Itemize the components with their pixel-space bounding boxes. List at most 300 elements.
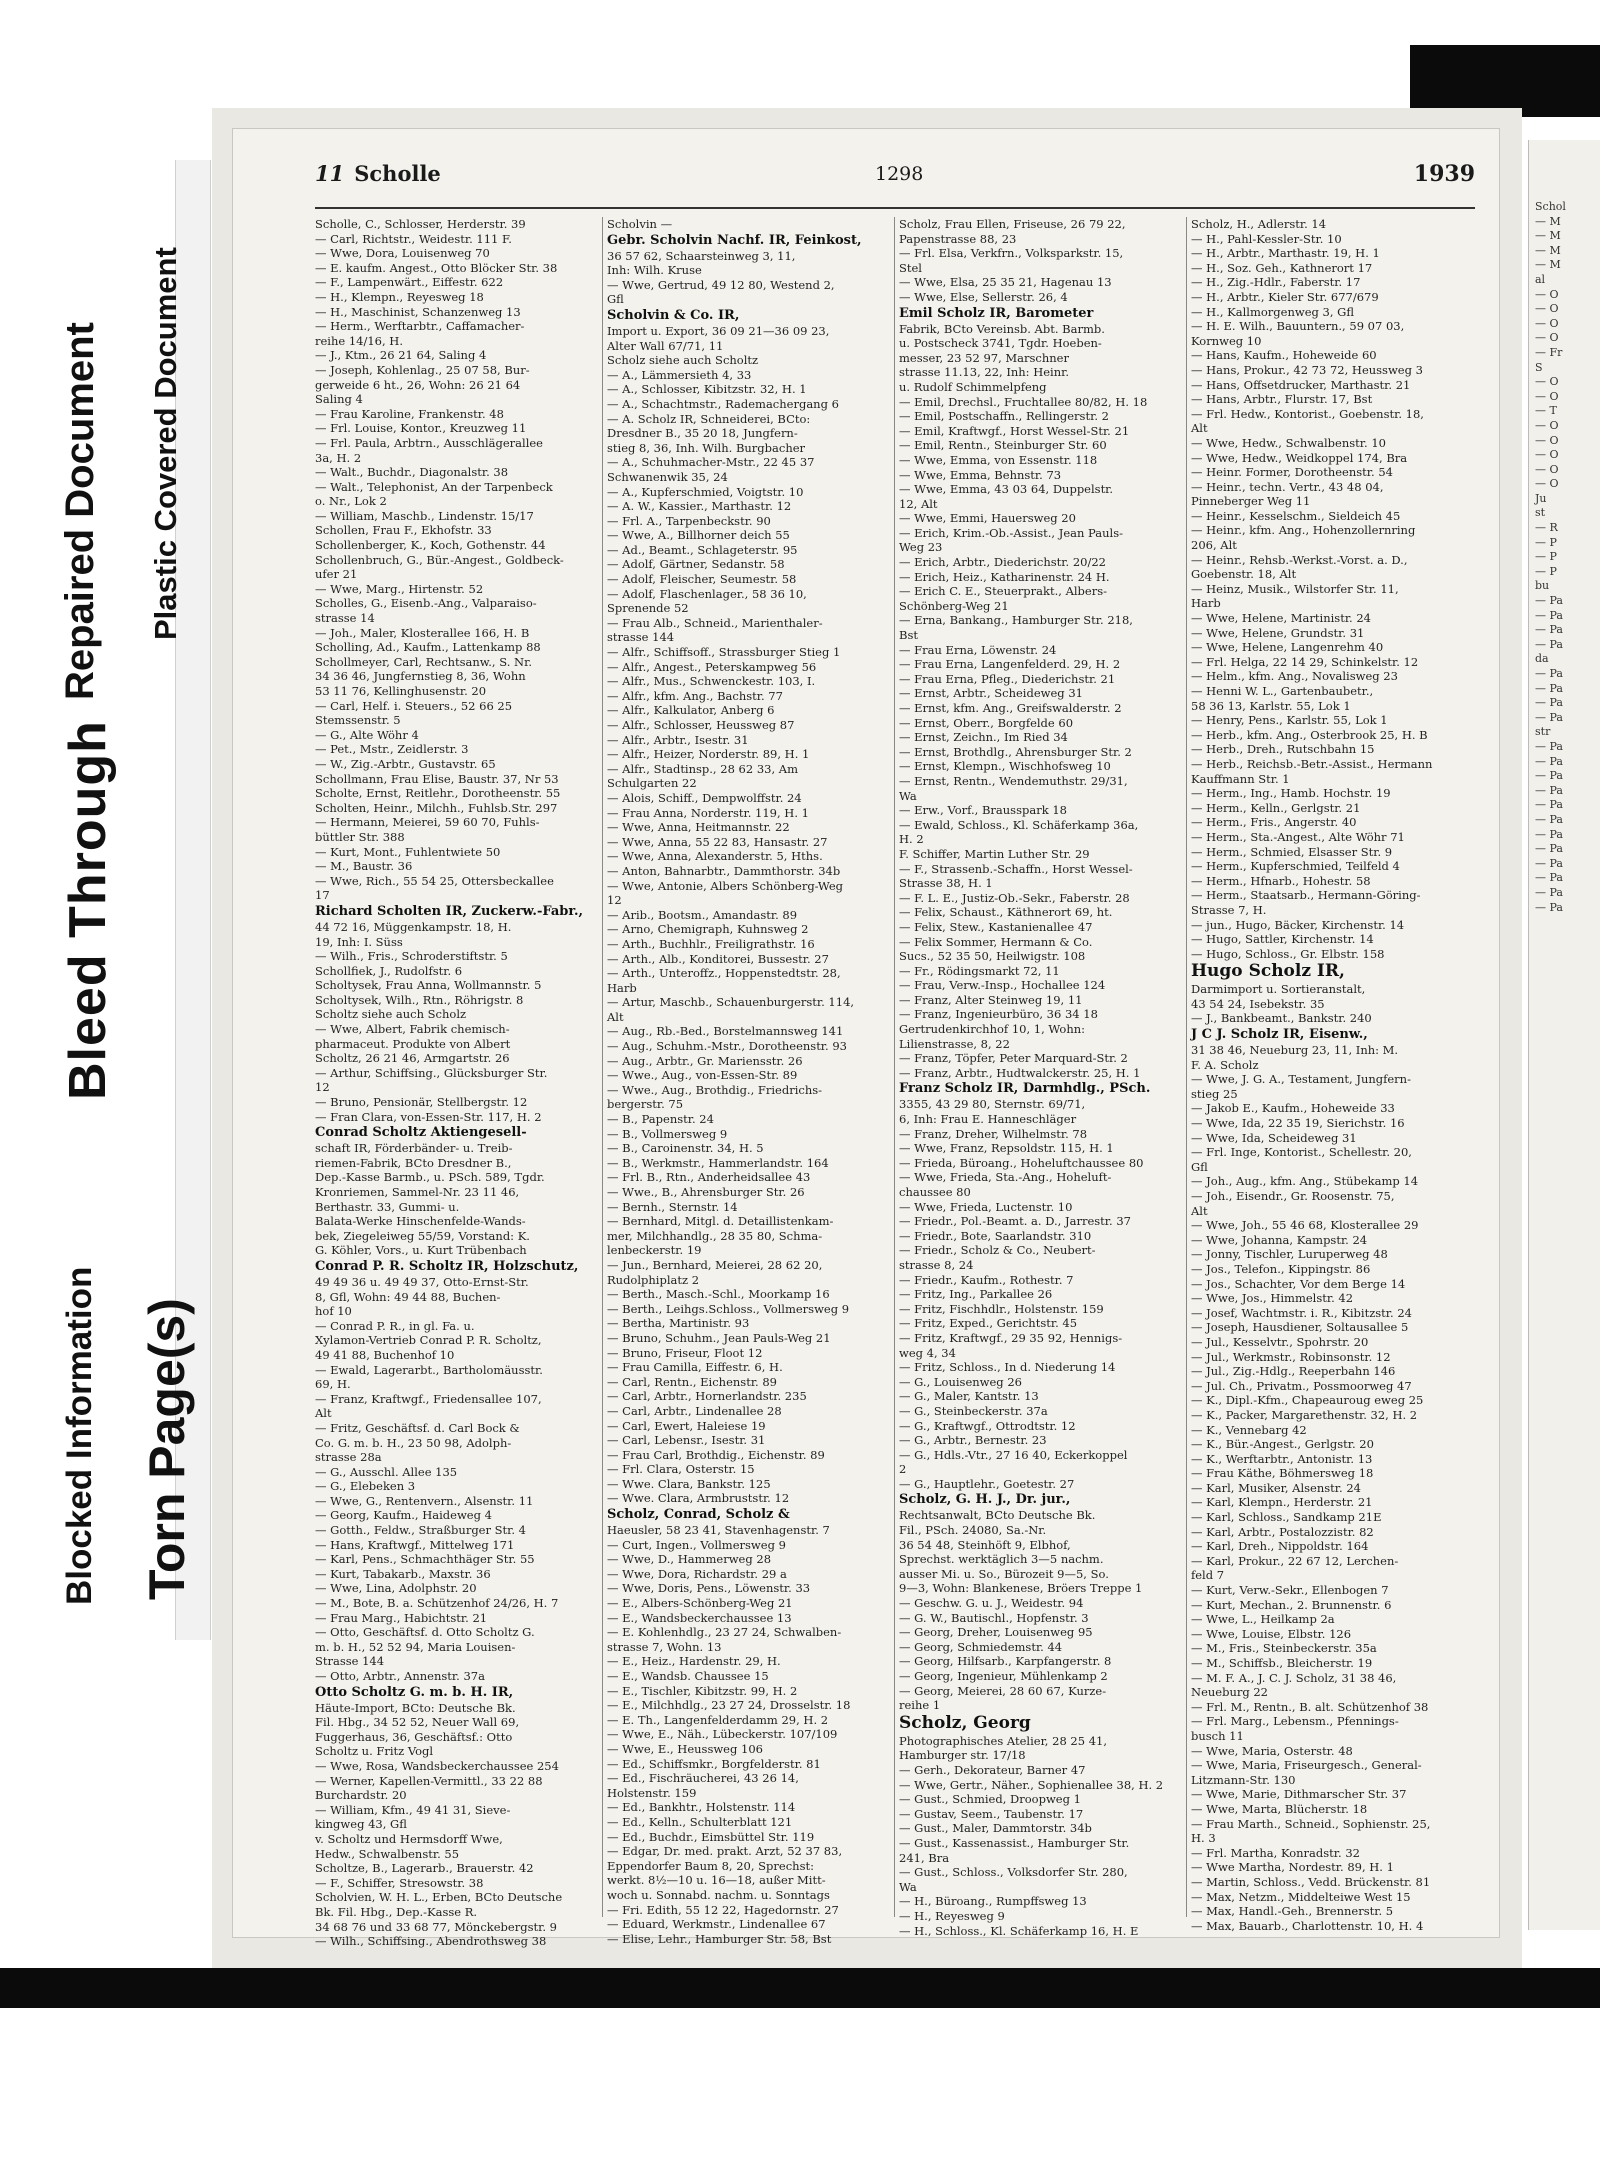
directory-entry: — Wwe, Dora, Louisenweg 70 <box>315 246 490 261</box>
directory-entry: — H., Soz. Geh., Kathnerort 17 <box>1191 260 1373 275</box>
directory-entry: Scholtysek, Frau Anna, Wollmannstr. 5 <box>315 978 542 993</box>
directory-entry: — Bertha, Martinistr. 93 <box>607 1316 750 1331</box>
directory-entry: — Carl, Richtstr., Weidestr. 111 F. <box>315 231 512 246</box>
directory-entry: Sprechst. werktäglich 3—5 nachm. <box>899 1552 1104 1567</box>
directory-entry: — Fritz, Schloss., In d. Niederung 14 <box>899 1360 1116 1375</box>
directory-entry: — Wwe, Rich., 55 54 25, Ottersbeckallee <box>315 873 554 888</box>
directory-entry: o. Nr., Lok 2 <box>315 494 387 509</box>
adjacent-page-line: — Fr <box>1535 345 1563 359</box>
directory-entry: — F., Schiffer, Stresowstr. 38 <box>315 1875 484 1890</box>
directory-entry: — H., Pahl-Kessler-Str. 10 <box>1191 231 1342 246</box>
directory-entry: — Curt, Ingen., Vollmersweg 9 <box>607 1537 786 1552</box>
directory-entry: J C J. Scholz IR, Eisenw., <box>1191 1027 1368 1043</box>
directory-entry: G. Köhler, Vors., u. Kurt Trübenbach <box>315 1243 527 1258</box>
directory-entry: — Geschw. G. u. J., Weidestr. 94 <box>899 1596 1084 1611</box>
directory-entry: Alt <box>607 1009 624 1024</box>
directory-entry: 31 38 46, Neueburg 23, 11, Inh: M. <box>1191 1043 1399 1058</box>
directory-entry: — Erich C. E., Steuerprakt., Albers- <box>899 584 1108 599</box>
directory-entry: — Frl. A., Tarpenbeckstr. 90 <box>607 513 771 528</box>
directory-entry: — Kurt, Verw.-Sekr., Ellenbogen 7 <box>1191 1583 1389 1598</box>
directory-entry: 241, Bra <box>899 1850 950 1865</box>
adjacent-page-line: str <box>1535 725 1551 739</box>
directory-entry: Fil. Hbg., 34 52 52, Neuer Wall 69, <box>315 1715 520 1730</box>
adjacent-page-line: — M <box>1535 258 1561 272</box>
directory-entry: — Georg, Meierei, 28 60 67, Kurze- <box>899 1683 1107 1698</box>
scanner-bed-top <box>1410 45 1600 117</box>
directory-entry: — Jakob E., Kaufm., Hoheweide 33 <box>1191 1101 1395 1116</box>
directory-entry: Inh: Wilh. Kruse <box>607 263 702 278</box>
adjacent-page-line: bu <box>1535 579 1550 593</box>
directory-entry: — A., Schlosser, Kibitzstr. 32, H. 1 <box>607 382 807 397</box>
directory-entry: Scholz, G. H. J., Dr. jur., <box>899 1492 1071 1508</box>
adjacent-page-line: — O <box>1535 316 1559 330</box>
directory-entry: — Ewald, Lagerarbt., Bartholomäusstr. <box>315 1362 543 1377</box>
directory-entry: 206, Alt <box>1191 538 1237 553</box>
adjacent-page-line: Ju <box>1535 491 1547 505</box>
directory-entry: — A., Lämmersieth 4, 33 <box>607 367 752 382</box>
directory-entry: ufer 21 <box>315 567 358 582</box>
directory-entry: — Gust., Schmied, Droopweg 1 <box>899 1792 1081 1807</box>
adjacent-page-line: — R <box>1535 521 1558 535</box>
directory-entry: — Hans, Prokur., 42 73 72, Heussweg 3 <box>1191 362 1423 377</box>
directory-entry: — H., Arbtr., Kieler Str. 677/679 <box>1191 289 1379 304</box>
adjacent-page-line: — Pa <box>1535 710 1563 724</box>
directory-entry: 69, H. <box>315 1377 351 1392</box>
directory-entry: Berthastr. 33, Gummi- u. <box>315 1199 460 1214</box>
directory-entry: — H., Klempn., Reyesweg 18 <box>315 289 484 304</box>
directory-entry: — Frl. Hedw., Kontorist., Goebenstr. 18, <box>1191 406 1424 421</box>
directory-entry: Stel <box>899 260 922 275</box>
directory-entry: Eppendorfer Baum 8, 20, Sprechst: <box>607 1858 814 1873</box>
directory-entry: — Helm., kfm. Ang., Novalisweg 23 <box>1191 669 1398 684</box>
directory-entry: — Gerh., Dekorateur, Barner 47 <box>899 1762 1086 1777</box>
directory-entry: — Karl, Pens., Schmachthäger Str. 55 <box>315 1552 535 1567</box>
directory-entry: — Herm., Ing., Hamb. Hochstr. 19 <box>1191 786 1391 801</box>
directory-entry: 12 <box>315 1080 330 1095</box>
directory-entry: — G., Maler, Kantstr. 13 <box>899 1389 1039 1404</box>
directory-entry: — Frl. Martha, Konradstr. 32 <box>1191 1845 1360 1860</box>
directory-entry: — Kurt, Mechan., 2. Brunnenstr. 6 <box>1191 1597 1392 1612</box>
directory-entry: — G., Hauptlehr., Goetestr. 27 <box>899 1476 1075 1491</box>
directory-entry: — Wwe, Anna, 55 22 83, Hansastr. 27 <box>607 834 828 849</box>
directory-entry: Scholtze, B., Lagerarb., Brauerstr. 42 <box>315 1861 534 1876</box>
directory-entry: 8, Gfl, Wohn: 49 44 88, Buchen- <box>315 1289 501 1304</box>
directory-entry: 6, Inh: Frau E. Hanneschläger <box>899 1112 1077 1127</box>
adjacent-page-line: st <box>1535 506 1546 520</box>
directory-entry: Alt <box>315 1406 332 1421</box>
label-repaired-document: Repaired Document <box>58 322 102 700</box>
directory-entry: — Felix, Schaust., Käthnerort 69, ht. <box>899 905 1113 920</box>
directory-entry: — Wwe., Aug., von-Essen-Str. 89 <box>607 1068 798 1083</box>
directory-entry: — Frau Marth., Schneid., Sophienstr. 25, <box>1191 1816 1431 1831</box>
directory-entry: — Wwe, Anna, Alexanderstr. 5, Hths. <box>607 849 823 864</box>
directory-entry: Alt <box>1191 1203 1208 1218</box>
directory-entry: — Alfr., Kalkulator, Anberg 6 <box>607 703 775 718</box>
directory-entry: — Joh., Aug., kfm. Ang., Stübekamp 14 <box>1191 1174 1419 1189</box>
directory-entry: Scholles, G., Eisenb.-Ang., Valparaiso- <box>315 596 537 611</box>
directory-entry: ausser Mi. u. So., Bürozeit 9—5, So. <box>899 1566 1109 1581</box>
directory-entry: Schollen, Frau F., Ekhofstr. 33 <box>315 523 492 538</box>
directory-entry: — Frl. Helga, 22 14 29, Schinkelstr. 12 <box>1191 654 1419 669</box>
directory-entry: — K., Bür.-Angest., Gerlgstr. 20 <box>1191 1437 1374 1452</box>
directory-entry: — Carl, Arbtr., Hornerlandstr. 235 <box>607 1389 807 1404</box>
directory-entry: — Walt., Buchdr., Diagonalstr. 38 <box>315 465 509 480</box>
directory-entry: — Arno, Chemigraph, Kuhnsweg 2 <box>607 922 809 937</box>
directory-entry: Scholling, Ad., Kaufm., Lattenkamp 88 <box>315 640 541 655</box>
directory-entry: — Wwe, Hedw., Weidkoppel 174, Bra <box>1191 450 1408 465</box>
directory-entry: 19, Inh: I. Süss <box>315 934 403 949</box>
page-header <box>315 161 1475 201</box>
directory-entry: — Heinr., Kesselschm., Sieldeich 45 <box>1191 508 1401 523</box>
directory-entry: — Emil, Rentn., Steinburger Str. 60 <box>899 438 1107 453</box>
directory-entry: — Carl, Helf. i. Steuers., 52 66 25 <box>315 698 513 713</box>
directory-entry: Richard Scholten IR, Zuckerw.-Fabr., <box>315 903 584 919</box>
directory-entry: — E. kaufm. Angest., Otto Blöcker Str. 38 <box>315 260 558 275</box>
directory-entry: Sprenende 52 <box>607 601 689 616</box>
directory-entry: Burchardstr. 20 <box>315 1788 407 1803</box>
adjacent-page-line: — Pa <box>1535 856 1563 870</box>
directory-entry: — Wwe, Ida, Scheideweg 31 <box>1191 1130 1357 1145</box>
directory-entry: — Wwe, Joh., 55 46 68, Klosterallee 29 <box>1191 1218 1419 1233</box>
adjacent-page-line: da <box>1535 652 1549 666</box>
directory-entry: — Wwe. Clara, Bankstr. 125 <box>607 1476 771 1491</box>
directory-entry: — Ernst, Klempn., Wischhofsweg 10 <box>899 759 1111 774</box>
directory-entry: strasse 11.13, 22, Inh: Heinr. <box>899 365 1070 380</box>
adjacent-page-line: — Pa <box>1535 871 1563 885</box>
directory-entry: — Georg, Schmiedemstr. 44 <box>899 1639 1063 1654</box>
directory-entry: F. A. Scholz <box>1191 1057 1259 1072</box>
directory-entry: — Heinr., Rehsb.-Werkst.-Vorst. a. D., <box>1191 552 1408 567</box>
directory-entry: — Wilh., Schiffsing., Abendrothsweg 38 <box>315 1934 547 1949</box>
directory-entry: — Wwe, E., Näh., Lübeckerstr. 107/109 <box>607 1727 838 1742</box>
directory-entry: reihe 1 <box>899 1698 941 1713</box>
directory-entry: m. b. H., 52 52 94, Maria Louisen- <box>315 1639 516 1654</box>
directory-entry: Schwanenwik 35, 24 <box>607 469 728 484</box>
directory-entry: Scholvin & Co. IR, <box>607 307 740 323</box>
directory-entry: — Herm., Staatsarb., Hermann-Göring- <box>1191 888 1421 903</box>
directory-entry: — Wwe, Emma, Behnstr. 73 <box>899 467 1062 482</box>
directory-entry: lenbeckerstr. 19 <box>607 1243 702 1258</box>
directory-entry: Neueburg 22 <box>1191 1685 1268 1700</box>
directory-entry: pharmaceut. Produkte von Albert <box>315 1036 511 1051</box>
label-torn-pages: Torn Page(s) <box>139 1298 195 1600</box>
adjacent-page-line: — O <box>1535 462 1559 476</box>
directory-entry: — Hans, Arbtr., Flurstr. 17, Bst <box>1191 392 1373 407</box>
directory-entry: Kronriemen, Sammel-Nr. 23 11 46, <box>315 1185 520 1199</box>
directory-column-2 <box>607 217 889 1946</box>
directory-entry: — Joseph, Kohlenlag., 25 07 58, Bur- <box>315 362 530 377</box>
directory-entry: Bk. Fil. Hbg., Dep.-Kasse R. <box>315 1904 478 1919</box>
label-plastic-covered-document: Plastic Covered Document <box>148 247 183 640</box>
directory-entry: — Gustav, Seem., Taubenstr. 17 <box>899 1806 1084 1821</box>
directory-entry: — Wwe, Franz, Repsoldstr. 115, H. 1 <box>899 1141 1114 1156</box>
adjacent-page-line: — O <box>1535 433 1559 447</box>
directory-entry: — William, Kfm., 49 41 31, Sieve- <box>315 1802 511 1817</box>
directory-entry: — Georg, Ingenieur, Mühlenkamp 2 <box>899 1669 1108 1683</box>
directory-entry: — Arth., Unteroffz., Hoppenstedtstr. 28, <box>607 966 841 981</box>
directory-entry: — F., Strassenb.-Schaffn., Horst Wessel- <box>899 861 1133 876</box>
directory-entry: — Karl, Klempn., Herderstr. 21 <box>1191 1495 1373 1510</box>
directory-entry: — Hans, Kaufm., Hoheweide 60 <box>1191 348 1377 363</box>
directory-entry: Photographisches Atelier, 28 25 41, <box>899 1733 1107 1748</box>
directory-entry: — Frieda, Büroang., Hoheluftchaussee 80 <box>899 1155 1144 1170</box>
directory-entry: — jun., Hugo, Bäcker, Kirchenstr. 14 <box>1191 917 1405 932</box>
directory-entry: Haeusler, 58 23 41, Stavenhagenstr. 7 <box>607 1523 830 1538</box>
directory-entry: Scholte, Ernst, Reitlehr., Dorotheenstr. 55 <box>315 786 561 801</box>
directory-entry: — Emil, Drechsl., Fruchtallee 80/82, H. 18 <box>899 394 1148 409</box>
directory-entry: — Felix, Stew., Kastanienallee 47 <box>899 919 1093 934</box>
header-rule <box>315 207 1475 209</box>
directory-entry: — Heinz, Musik., Wilstorfer Str. 11, <box>1191 581 1399 596</box>
directory-entry: Darmimport u. Sortieranstalt, <box>1191 982 1366 997</box>
directory-entry: Scholten, Heinr., Milchh., Fuhlsb.Str. 297 <box>315 800 558 815</box>
directory-entry: — Henry, Pens., Karlstr. 55, Lok 1 <box>1191 713 1388 728</box>
directory-entry: — Karl, Musiker, Alsenstr. 24 <box>1191 1480 1361 1495</box>
directory-entry: — Heinr. Former, Dorotheenstr. 54 <box>1191 465 1393 480</box>
directory-entry: Schönberg-Weg 21 <box>899 598 1009 613</box>
directory-entry: — Wwe, G., Rentenvern., Alsenstr. 11 <box>315 1493 534 1508</box>
directory-entry: — Herb., Dreh., Rutschbahn 15 <box>1191 742 1375 757</box>
adjacent-page-line: — Pa <box>1535 900 1563 914</box>
directory-entry: — Arthur, Schiffsing., Glücksburger Str. <box>315 1065 548 1080</box>
directory-entry: — Fritz, Ing., Parkallee 26 <box>899 1287 1053 1302</box>
directory-entry: — Jos., Schachter, Vor dem Berge 14 <box>1191 1276 1406 1291</box>
directory-entry: — Otto, Geschäftsf. d. Otto Scholtz G. <box>315 1625 535 1640</box>
directory-entry: — K., Vennebarg 42 <box>1191 1422 1307 1437</box>
directory-entry: — Wwe, Dora, Richardstr. 29 a <box>607 1566 787 1581</box>
directory-entry: — Adolf, Gärtner, Sedanstr. 58 <box>607 557 785 572</box>
directory-entry: 36 57 62, Schaarsteinweg 3, 11, <box>607 248 796 263</box>
directory-entry: — Wwe., B., Ahrensburger Str. 26 <box>607 1185 805 1199</box>
directory-entry: — Wwe, Emmi, Hauersweg 20 <box>899 511 1076 526</box>
directory-entry: — Wwe, Johanna, Kampstr. 24 <box>1191 1232 1368 1247</box>
directory-entry: — K., Werftarbtr., Antonistr. 13 <box>1191 1451 1373 1466</box>
directory-entry: — Joseph, Hausdiener, Soltausallee 5 <box>1191 1320 1409 1335</box>
directory-entry: — Wwe, Emma, von Essenstr. 118 <box>899 452 1098 467</box>
directory-entry: Papenstrasse 88, 23 <box>899 231 1017 246</box>
directory-entry: — Alfr., Schiffsoff., Strassburger Stieg 1 <box>607 645 841 660</box>
directory-entry: — Adolf, Flaschenlager., 58 36 10, <box>607 586 807 601</box>
directory-column-4 <box>1191 217 1473 1933</box>
directory-entry: strasse 14 <box>315 611 375 626</box>
directory-entry: — Carl, Lebensr., Isestr. 31 <box>607 1433 766 1448</box>
directory-entry: — Berth., Leihgs.Schloss., Vollmersweg 9 <box>607 1301 850 1316</box>
directory-entry: — Wwe, Lina, Adolphstr. 20 <box>315 1581 477 1596</box>
adjacent-page-line: al <box>1535 272 1546 286</box>
directory-entry: 17 <box>315 888 330 903</box>
adjacent-page-line: — Pa <box>1535 594 1563 608</box>
directory-entry: Pinneberger Weg 11 <box>1191 494 1311 509</box>
directory-entry: — Friedr., Pol.-Beamt. a. D., Jarrestr. 37 <box>899 1214 1131 1229</box>
directory-entry: — Elise, Lehr., Hamburger Str. 58, Bst <box>607 1931 832 1946</box>
directory-entry: Weg 23 <box>899 540 943 555</box>
directory-entry: — Gotth., Feldw., Straßburger Str. 4 <box>315 1523 527 1538</box>
directory-entry: — Frl. M., Rentn., B. alt. Schützenhof 38 <box>1191 1699 1429 1714</box>
directory-entry: — Bernhard, Mitgl. d. Detaillistenkam- <box>607 1214 834 1229</box>
directory-entry: riemen-Fabrik, BCto Dresdner B., <box>315 1155 512 1170</box>
directory-entry: hof 10 <box>315 1304 352 1319</box>
directory-entry: schaft IR, Förderbänder- u. Treib- <box>315 1141 513 1156</box>
adjacent-page-line: — O <box>1535 477 1559 491</box>
directory-entry: Schollenberger, K., Koch, Gothenstr. 44 <box>315 538 546 553</box>
directory-entry: — Jul., Werkmstr., Robinsonstr. 12 <box>1191 1349 1391 1364</box>
directory-entry: — Erich, Heiz., Katharinenstr. 24 H. <box>899 569 1110 584</box>
directory-entry: — Ed., Kelln., Schulterblatt 121 <box>607 1814 793 1829</box>
directory-entry: — Wwe Martha, Nordestr. 89, H. 1 <box>1191 1860 1394 1875</box>
directory-entry: — Hermann, Meierei, 59 60 70, Fuhls- <box>315 815 540 830</box>
directory-entry: — Alfr., Stadtinsp., 28 62 33, Am <box>607 761 798 776</box>
directory-entry: — Hans, Kraftwgf., Mittelweg 171 <box>315 1537 515 1552</box>
adjacent-page-line: — Pa <box>1535 827 1563 841</box>
directory-entry: — Ewald, Schloss., Kl. Schäferkamp 36a, <box>899 817 1139 832</box>
directory-entry: — H., Reyesweg 9 <box>899 1908 1005 1923</box>
directory-entry: — Frl. Inge, Kontorist., Schellestr. 20, <box>1191 1145 1412 1160</box>
adjacent-page-line: — Pa <box>1535 842 1563 856</box>
adjacent-page-line: — Pa <box>1535 696 1563 710</box>
directory-entry: 2 <box>899 1462 907 1477</box>
directory-entry: — Frau Alb., Schneid., Marienthaler- <box>607 615 823 630</box>
directory-entry: — Wwe, Emma, 43 03 64, Duppelstr. <box>899 482 1114 497</box>
directory-entry: — Fr., Rödingsmarkt 72, 11 <box>899 963 1060 978</box>
directory-entry: — A., Schachtmstr., Rademachergang 6 <box>607 396 839 411</box>
directory-entry: — Carl, Arbtr., Lindenallee 28 <box>607 1403 782 1418</box>
directory-entry: Scholz siehe auch Scholtz <box>607 353 759 368</box>
adjacent-page-line: — Pa <box>1535 798 1563 812</box>
directory-entry: — Frau Erna, Pfleg., Diederichstr. 21 <box>899 671 1116 686</box>
directory-entry: chaussee 80 <box>899 1185 971 1199</box>
directory-entry: — Wwe, Gertr., Näher., Sophienallee 38, H. 2 <box>899 1777 1164 1792</box>
directory-entry: — Emil, Kraftwgf., Horst Wessel-Str. 21 <box>899 423 1130 438</box>
directory-entry: — Herm., Schmied, Elsasser Str. 9 <box>1191 844 1393 859</box>
directory-entry: — Frau Karoline, Frankenstr. 48 <box>315 406 504 421</box>
directory-entry: — Ed., Buchdr., Eimsbüttel Str. 119 <box>607 1829 815 1844</box>
column-divider <box>1186 217 1187 1917</box>
directory-entry: — Alfr., Schlosser, Heussweg 87 <box>607 718 795 732</box>
directory-entry: — B., Papenstr. 24 <box>607 1112 714 1127</box>
directory-entry: — Herb., Reichsb.-Betr.-Assist., Hermann <box>1191 756 1433 771</box>
directory-entry: — Alois, Schiff., Dempwolffstr. 24 <box>607 790 802 805</box>
directory-entry: Conrad Scholtz Aktiengesell- <box>315 1125 527 1141</box>
adjacent-page-line: — O <box>1535 375 1559 389</box>
directory-entry: — Wwe, Anna, Heitmannstr. 22 <box>607 820 790 835</box>
directory-entry: 9—3, Wohn: Blankenese, Bröers Treppe 1 <box>899 1581 1143 1596</box>
directory-entry: 34 68 76 und 33 68 77, Mönckebergstr. 9 <box>315 1919 557 1934</box>
directory-entry: — Arth., Alb., Konditorei, Bussestr. 27 <box>607 951 829 966</box>
directory-entry: — W., Zig.-Arbtr., Gustavstr. 65 <box>315 756 496 771</box>
column-divider <box>894 217 895 1917</box>
directory-entry: — Bruno, Schuhm., Jean Pauls-Weg 21 <box>607 1330 831 1345</box>
directory-entry: — H., Schloss., Kl. Schäferkamp 16, H. E <box>899 1923 1139 1938</box>
directory-entry: — Wwe. Clara, Armbruststr. 12 <box>607 1491 790 1506</box>
directory-entry: Schollmeyer, Carl, Rechtsanw., S. Nr. <box>315 654 532 669</box>
directory-entry: Alter Wall 67/71, 11 <box>607 338 724 353</box>
directory-entry: — Wwe, Maria, Friseurgesch., General- <box>1191 1758 1422 1773</box>
adjacent-page-line: — Pa <box>1535 783 1563 797</box>
directory-entry: — Fritz, Exped., Gerichtstr. 45 <box>899 1316 1078 1331</box>
directory-entry: Conrad P. R. Scholtz IR, Holzschutz, <box>315 1258 579 1274</box>
adjacent-page-line: — O <box>1535 448 1559 462</box>
directory-entry: Balata-Werke Hinschenfelde-Wands- <box>315 1214 526 1229</box>
directory-entry: — Frl. B., Rtn., Anderheidsallee 43 <box>607 1170 811 1185</box>
adjacent-page-line: — P <box>1535 564 1557 578</box>
directory-entry: strasse 28a <box>315 1450 382 1465</box>
directory-entry: — Carl, Ewert, Haleiese 19 <box>607 1418 766 1433</box>
directory-entry: Wa <box>899 1879 917 1894</box>
directory-entry: — Alfr., Heizer, Norderstr. 89, H. 1 <box>607 747 810 762</box>
adjacent-page-line: — P <box>1535 550 1557 564</box>
directory-entry: — William, Maschb., Lindenstr. 15/17 <box>315 508 534 523</box>
directory-entry: Gfl <box>1191 1159 1208 1174</box>
directory-entry: — Wwe, D., Hammerweg 28 <box>607 1552 772 1567</box>
directory-entry: — Kurt, Mont., Fuhlentwiete 50 <box>315 844 501 859</box>
directory-entry: Scholz, Conrad, Scholz & <box>607 1507 790 1523</box>
directory-entry: strasse 8, 24 <box>899 1257 974 1272</box>
directory-entry: Scholtysek, Wilh., Rtn., Röhrigstr. 8 <box>315 992 524 1007</box>
directory-entry: — Felix Sommer, Hermann & Co. <box>899 934 1093 949</box>
directory-entry: woch u. Sonnabd. nachm. u. Sonntags <box>607 1887 830 1902</box>
directory-entry: — Erich, Arbtr., Diederichstr. 20/22 <box>899 555 1106 570</box>
directory-entry: — Aug., Arbtr., Gr. Mariensstr. 26 <box>607 1053 803 1068</box>
directory-entry: 12, Alt <box>899 496 938 511</box>
directory-entry: Sucs., 52 35 50, Heilwigstr. 108 <box>899 949 1086 964</box>
directory-entry: — A. Scholz IR, Schneiderei, BCto: <box>607 411 811 426</box>
adjacent-page-line: — M <box>1535 243 1561 257</box>
directory-entry: — Alfr., Mus., Schwenckestr. 103, I. <box>607 674 816 689</box>
directory-entry: — Friedr., Bote, Saarlandstr. 310 <box>899 1228 1092 1243</box>
label-blocked-information: Blocked Information <box>60 1266 99 1605</box>
label-bleed-through: Bleed Through <box>59 720 117 1100</box>
directory-entry: — E., Heiz., Hardenstr. 29, H. <box>607 1654 781 1669</box>
directory-entry: — Conrad P. R., in gl. Fa. u. <box>315 1318 475 1333</box>
directory-entry: u. Rudolf Schimmelpfeng <box>899 379 1047 394</box>
directory-entry: 49 41 88, Buchenhof 10 <box>315 1347 455 1362</box>
directory-entry: bek, Ziegeleiweg 55/59, Vorstand: K. <box>315 1228 530 1243</box>
directory-entry: Fuggerhaus, 36, Geschäftsf.: Otto <box>315 1729 513 1744</box>
directory-entry: büttler Str. 388 <box>315 829 405 844</box>
header-section <box>315 161 441 186</box>
adjacent-page-line: — Pa <box>1535 754 1563 768</box>
directory-entry: — Georg, Hilfsarb., Karpfangerstr. 8 <box>899 1654 1112 1669</box>
directory-entry: — Josef, Wachtmstr. i. R., Kibitzstr. 24 <box>1191 1305 1412 1320</box>
directory-entry: Schulgarten 22 <box>607 776 697 791</box>
directory-entry: — Carl, Rentn., Eichenstr. 89 <box>607 1374 777 1389</box>
directory-entry: Scholvin — <box>607 217 673 231</box>
directory-entry: — Wwe, A., Billhorner deich 55 <box>607 528 790 543</box>
directory-entry: — M., Schiffsb., Bleicherstr. 19 <box>1191 1656 1373 1670</box>
directory-entry: — H., Arbtr., Marthastr. 19, H. 1 <box>1191 246 1380 261</box>
directory-entry: — Franz, Dreher, Wilhelmstr. 78 <box>899 1126 1088 1141</box>
directory-entry: Goebenstr. 18, Alt <box>1191 567 1297 582</box>
adjacent-page-line: — Pa <box>1535 667 1563 680</box>
directory-entry: — Erich, Krim.-Ob.-Assist., Jean Pauls- <box>899 525 1123 540</box>
directory-entry: — Bruno, Friseur, Floot 12 <box>607 1345 763 1360</box>
directory-entry: — Ed., Bankhtr., Holstenstr. 114 <box>607 1800 796 1815</box>
directory-entry: — Franz, Alter Steinweg 19, 11 <box>899 992 1083 1007</box>
directory-entry: bergerstr. 75 <box>607 1097 684 1112</box>
directory-entry: Rechtsanwalt, BCto Deutsche Bk. <box>899 1508 1096 1523</box>
directory-entry: — Heinr., techn. Vertr., 43 48 04, <box>1191 479 1384 494</box>
scanner-bed-bottom <box>0 1968 1600 2008</box>
directory-entry: — E., Milchhdlg., 23 27 24, Drosselstr. 18 <box>607 1698 851 1713</box>
directory-entry: — Ed., Schiffsmkr., Borgfelderstr. 81 <box>607 1756 821 1771</box>
directory-entry: Alt <box>1191 421 1208 436</box>
directory-entry: 43 54 24, Isebekstr. 35 <box>1191 996 1325 1011</box>
directory-entry: Schollenbruch, G., Bür.-Angest., Goldbeck- <box>315 552 564 567</box>
directory-entry: — Wwe, L., Heilkamp 2a <box>1191 1612 1335 1627</box>
directory-entry: Scholz, Georg <box>899 1712 1031 1733</box>
adjacent-page-line: — M <box>1535 214 1561 228</box>
directory-entry: reihe 14/16, H. <box>315 333 403 348</box>
